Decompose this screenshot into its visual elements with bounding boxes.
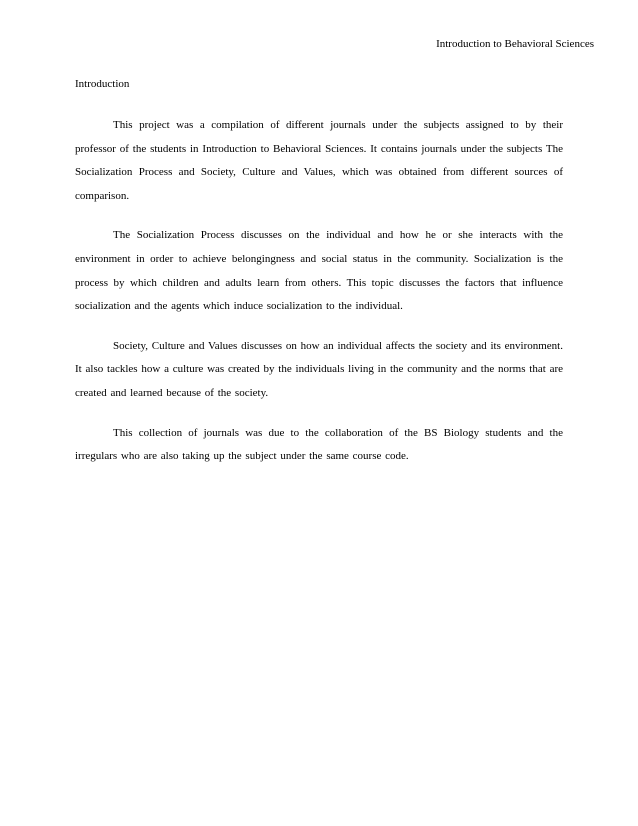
- section-heading: Introduction: [75, 78, 130, 90]
- body-text: [75, 114, 563, 469]
- paragraph: The Socialization Process discusses on the individual and how he or she interacts with the environment in order to achieve belongingness and social status in the community. Socialization is the process by which children and adults learn from others. This topic discusses the factors that influence socialization and the agents which induce socialization to the individual.: [75, 229, 563, 313]
- paragraph: Society, Culture and Values discusses on how an individual affects the society and its environment. It also tackles how a culture was created by the individuals living in the community and the norms that are created and learned because of the society.: [75, 339, 563, 399]
- paragraph: This collection of journals was due to the collaboration of the BS Biology students and the irregulars who are also taking up the subject under the same course code.: [75, 426, 563, 463]
- paragraph: This project was a compilation of different journals under the subjects assigned to by their professor of the students in Introduction to Behavioral Sciences. It contains journals under the subjects The Socialization Process and Society, Culture and Values, which was obtained from different sources of comparison.: [75, 119, 563, 202]
- running-head: Introduction to Behavioral Sciences: [436, 38, 594, 50]
